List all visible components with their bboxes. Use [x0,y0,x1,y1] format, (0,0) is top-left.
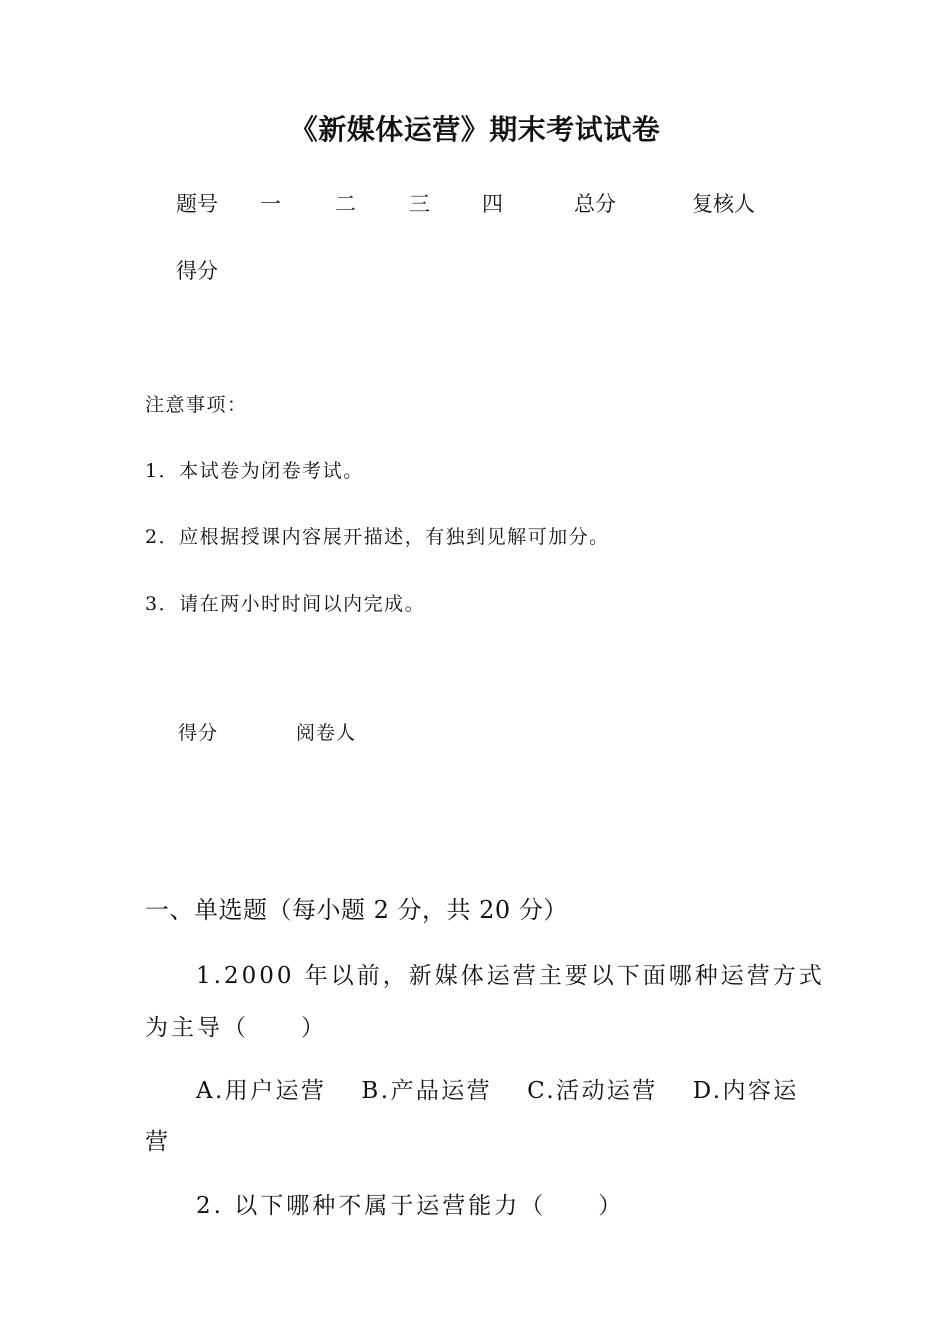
section-title: 一、单选题（每小题 2 分，共 20 分） [145,896,568,924]
header-reviewer: 复核人 [692,192,755,216]
note-item: 1．本试卷为闭卷考试。 [145,460,364,482]
exam-title: 《新媒体运营》期末考试试卷 [289,113,661,146]
question-1-text: 1.2000 年以前，新媒体运营主要以下面哪种运营方式 [196,963,825,989]
header-question-number: 题号 [176,192,218,216]
header-total: 总分 [574,192,616,216]
header-part-2: 二 [335,192,356,216]
header-part-1: 一 [260,192,281,216]
header-part-3: 三 [409,192,430,216]
question-2-text: 2. 以下哪种不属于运营能力（ ） [196,1193,625,1219]
note-item: 3．请在两小时时间以内完成。 [145,593,426,615]
grader-name-label: 阅卷人 [296,722,357,744]
note-item: 2．应根据授课内容展开描述，有独到见解可加分。 [145,526,610,548]
question-1-options: A.用户运营 B.产品运营 C.活动运营 D.内容运 [196,1078,799,1104]
notes-heading: 注意事项： [145,394,248,416]
grader-score-label: 得分 [178,722,219,744]
question-1-text-cont: 为主导（ ） [145,1015,327,1041]
score-row-label: 得分 [176,259,218,283]
question-1-options-cont: 营 [145,1129,171,1155]
header-part-4: 四 [482,192,503,216]
